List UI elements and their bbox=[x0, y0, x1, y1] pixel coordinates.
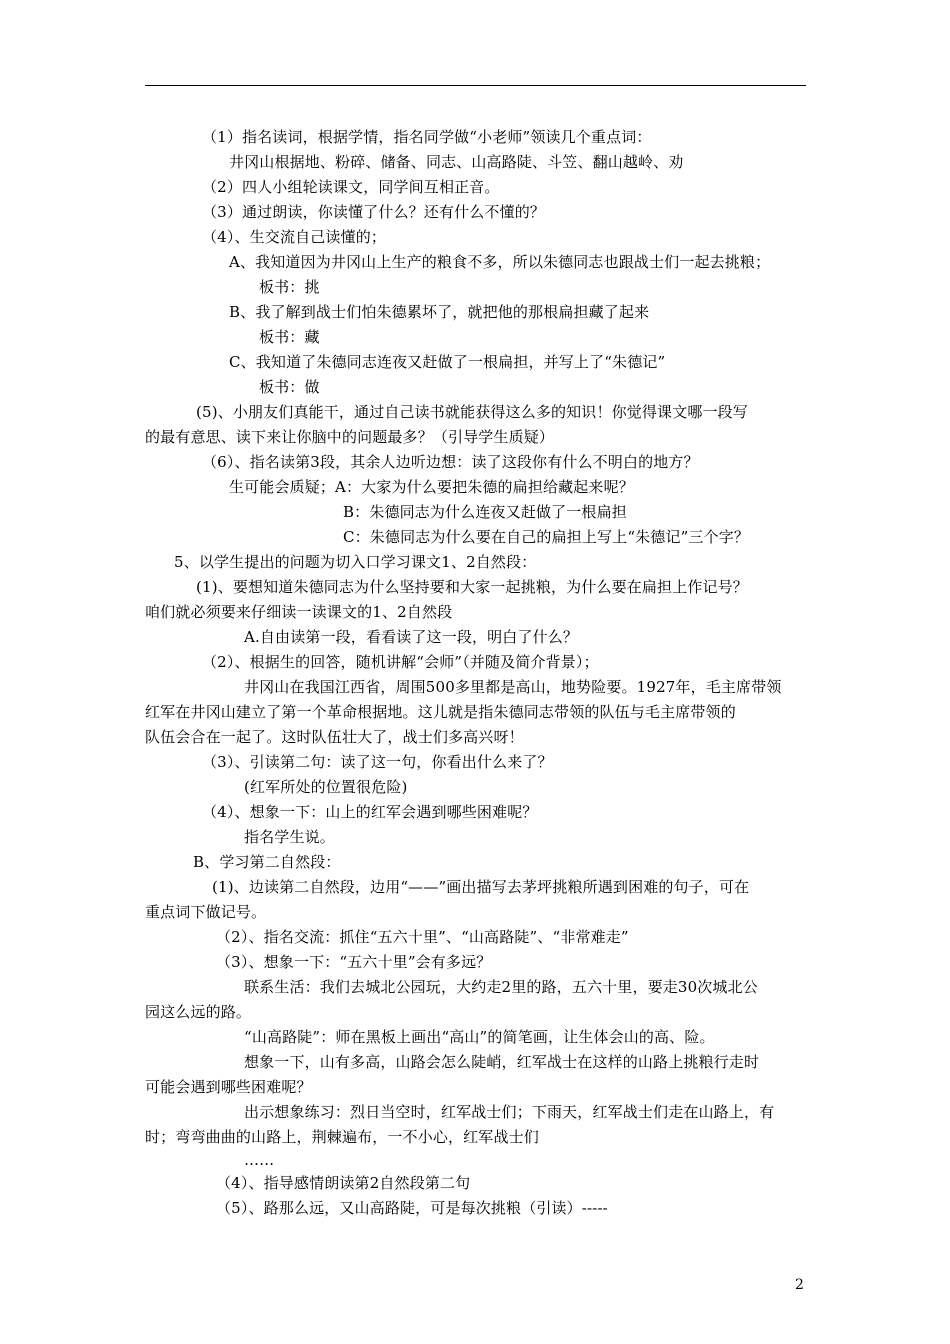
text-line: 想象一下，山有多高，山路会怎么陡峭，红军战士在这样的山路上挑粮行走时 bbox=[244, 1053, 760, 1071]
text-line: 出示想象练习：烈日当空时，红军战士们；下雨天，红军战士们走在山路上，有 bbox=[244, 1103, 775, 1121]
text-line: 井冈山根据地、粉碎、储备、同志、山高路陡、斗笠、翻山越岭、劝 bbox=[229, 153, 684, 171]
text-line: （4）、指导感情朗读第2自然段第二句 bbox=[216, 1174, 471, 1192]
text-line: （2）、指名交流：抓住“五六十里”、“山高路陡”、“非常难走” bbox=[216, 928, 629, 946]
text-line: B、学习第二自然段： bbox=[193, 853, 341, 871]
text-line: (红军所处的位置很危险) bbox=[244, 778, 408, 796]
text-line: （4）、生交流自己读懂的； bbox=[202, 228, 386, 246]
text-line: 板书：藏 bbox=[259, 328, 320, 346]
text-line: 板书：挑 bbox=[259, 278, 320, 296]
text-line: 可能会遇到哪些困难呢？ bbox=[145, 1078, 312, 1096]
text-line: （2）四人小组轮读课文，同学间互相正音。 bbox=[202, 178, 500, 196]
text-line: A、我知道因为井冈山上生产的粮食不多，所以朱德同志也跟战士们一起去挑粮； bbox=[229, 253, 771, 271]
text-line: B、我了解到战士们怕朱德累坏了，就把他的那根扁担藏了起来 bbox=[229, 303, 650, 321]
text-line: 板书：做 bbox=[259, 378, 320, 396]
text-line: 咱们就必须要来仔细读一读课文的1、2自然段 bbox=[145, 603, 453, 621]
page-number: 2 bbox=[795, 1277, 804, 1293]
text-line: “山高路陡”：师在黑板上画出“高山”的简笔画，让生体会山的高、险。 bbox=[244, 1028, 715, 1046]
text-line: （3）通过朗读，你读懂了什么？还有什么不懂的？ bbox=[202, 203, 545, 221]
text-line: C：朱德同志为什么要在自己的扁担上写上“朱德记”三个字？ bbox=[343, 528, 750, 546]
text-line: （3）、引读第二句：读了这一句，你看出什么来了？ bbox=[202, 753, 553, 771]
text-line: C、我知道了朱德同志连夜又赶做了一根扁担，并写上了“朱德记” bbox=[229, 353, 666, 371]
text-line: 园这么远的路。 bbox=[145, 1003, 252, 1021]
text-line: (1)、要想知道朱德同志为什么坚持要和大家一起挑粮，为什么要在扁担上作记号？ bbox=[196, 578, 748, 596]
text-line: 指名学生说。 bbox=[244, 828, 335, 846]
text-line: 红军在井冈山建立了第一个革命根据地。这儿就是指朱德同志带领的队伍与毛主席带领的 bbox=[145, 703, 736, 721]
text-line: (5)、小朋友们真能干，通过自己读书就能获得这么多的知识！你觉得课文哪一段写 bbox=[196, 403, 748, 421]
text-line: （3）、想象一下：“五六十里”会有多远？ bbox=[216, 953, 492, 971]
text-line: 的最有意思、读下来让你脑中的问题最多？（引导学生质疑） bbox=[145, 428, 555, 446]
text-line: 队伍会合在一起了。这时队伍壮大了，战士们多高兴呀！ bbox=[145, 728, 524, 746]
text-line: （4）、想象一下：山上的红军会遇到哪些困难呢？ bbox=[202, 803, 538, 821]
header-rule bbox=[145, 85, 806, 86]
text-line: （2）、根据生的回答，随机讲解“会师”（并随及简介背景）； bbox=[202, 653, 599, 671]
text-line: （5）、路那么远，又山高路陡，可是每次挑粮（引读）----- bbox=[216, 1199, 608, 1217]
text-line: …… bbox=[244, 1151, 275, 1169]
text-line: 联系生活：我们去城北公园玩，大约走2里的路，五六十里，要走30次城北公 bbox=[244, 978, 758, 996]
text-line: 重点词下做记号。 bbox=[145, 903, 267, 921]
text-line: （6）、指名读第3段，其余人边听边想：读了这段你有什么不明白的地方？ bbox=[202, 453, 699, 471]
text-line: A.自由读第一段，看看读了这一段，明白了什么？ bbox=[244, 628, 579, 646]
text-line: 时；弯弯曲曲的山路上，荆棘遍布，一不小心，红军战士们 bbox=[145, 1128, 539, 1146]
text-line: B：朱德同志为什么连夜又赶做了一根扁担 bbox=[343, 503, 627, 521]
text-line: (1)、边读第二自然段，边用“——”画出描写去茅坪挑粮所遇到困难的句子，可在 bbox=[212, 878, 750, 896]
text-line: 5、以学生提出的问题为切入口学习课文1、2自然段： bbox=[174, 553, 537, 571]
text-line: 生可能会质疑；A：大家为什么要把朱德的扁担给藏起来呢？ bbox=[229, 478, 634, 496]
text-line: （1）指名读词，根据学情，指名同学做“小老师”领读几个重点词： bbox=[202, 128, 652, 146]
text-line: 井冈山在我国江西省，周围500多里都是高山，地势险要。1927年，毛主席带领 bbox=[244, 678, 782, 696]
